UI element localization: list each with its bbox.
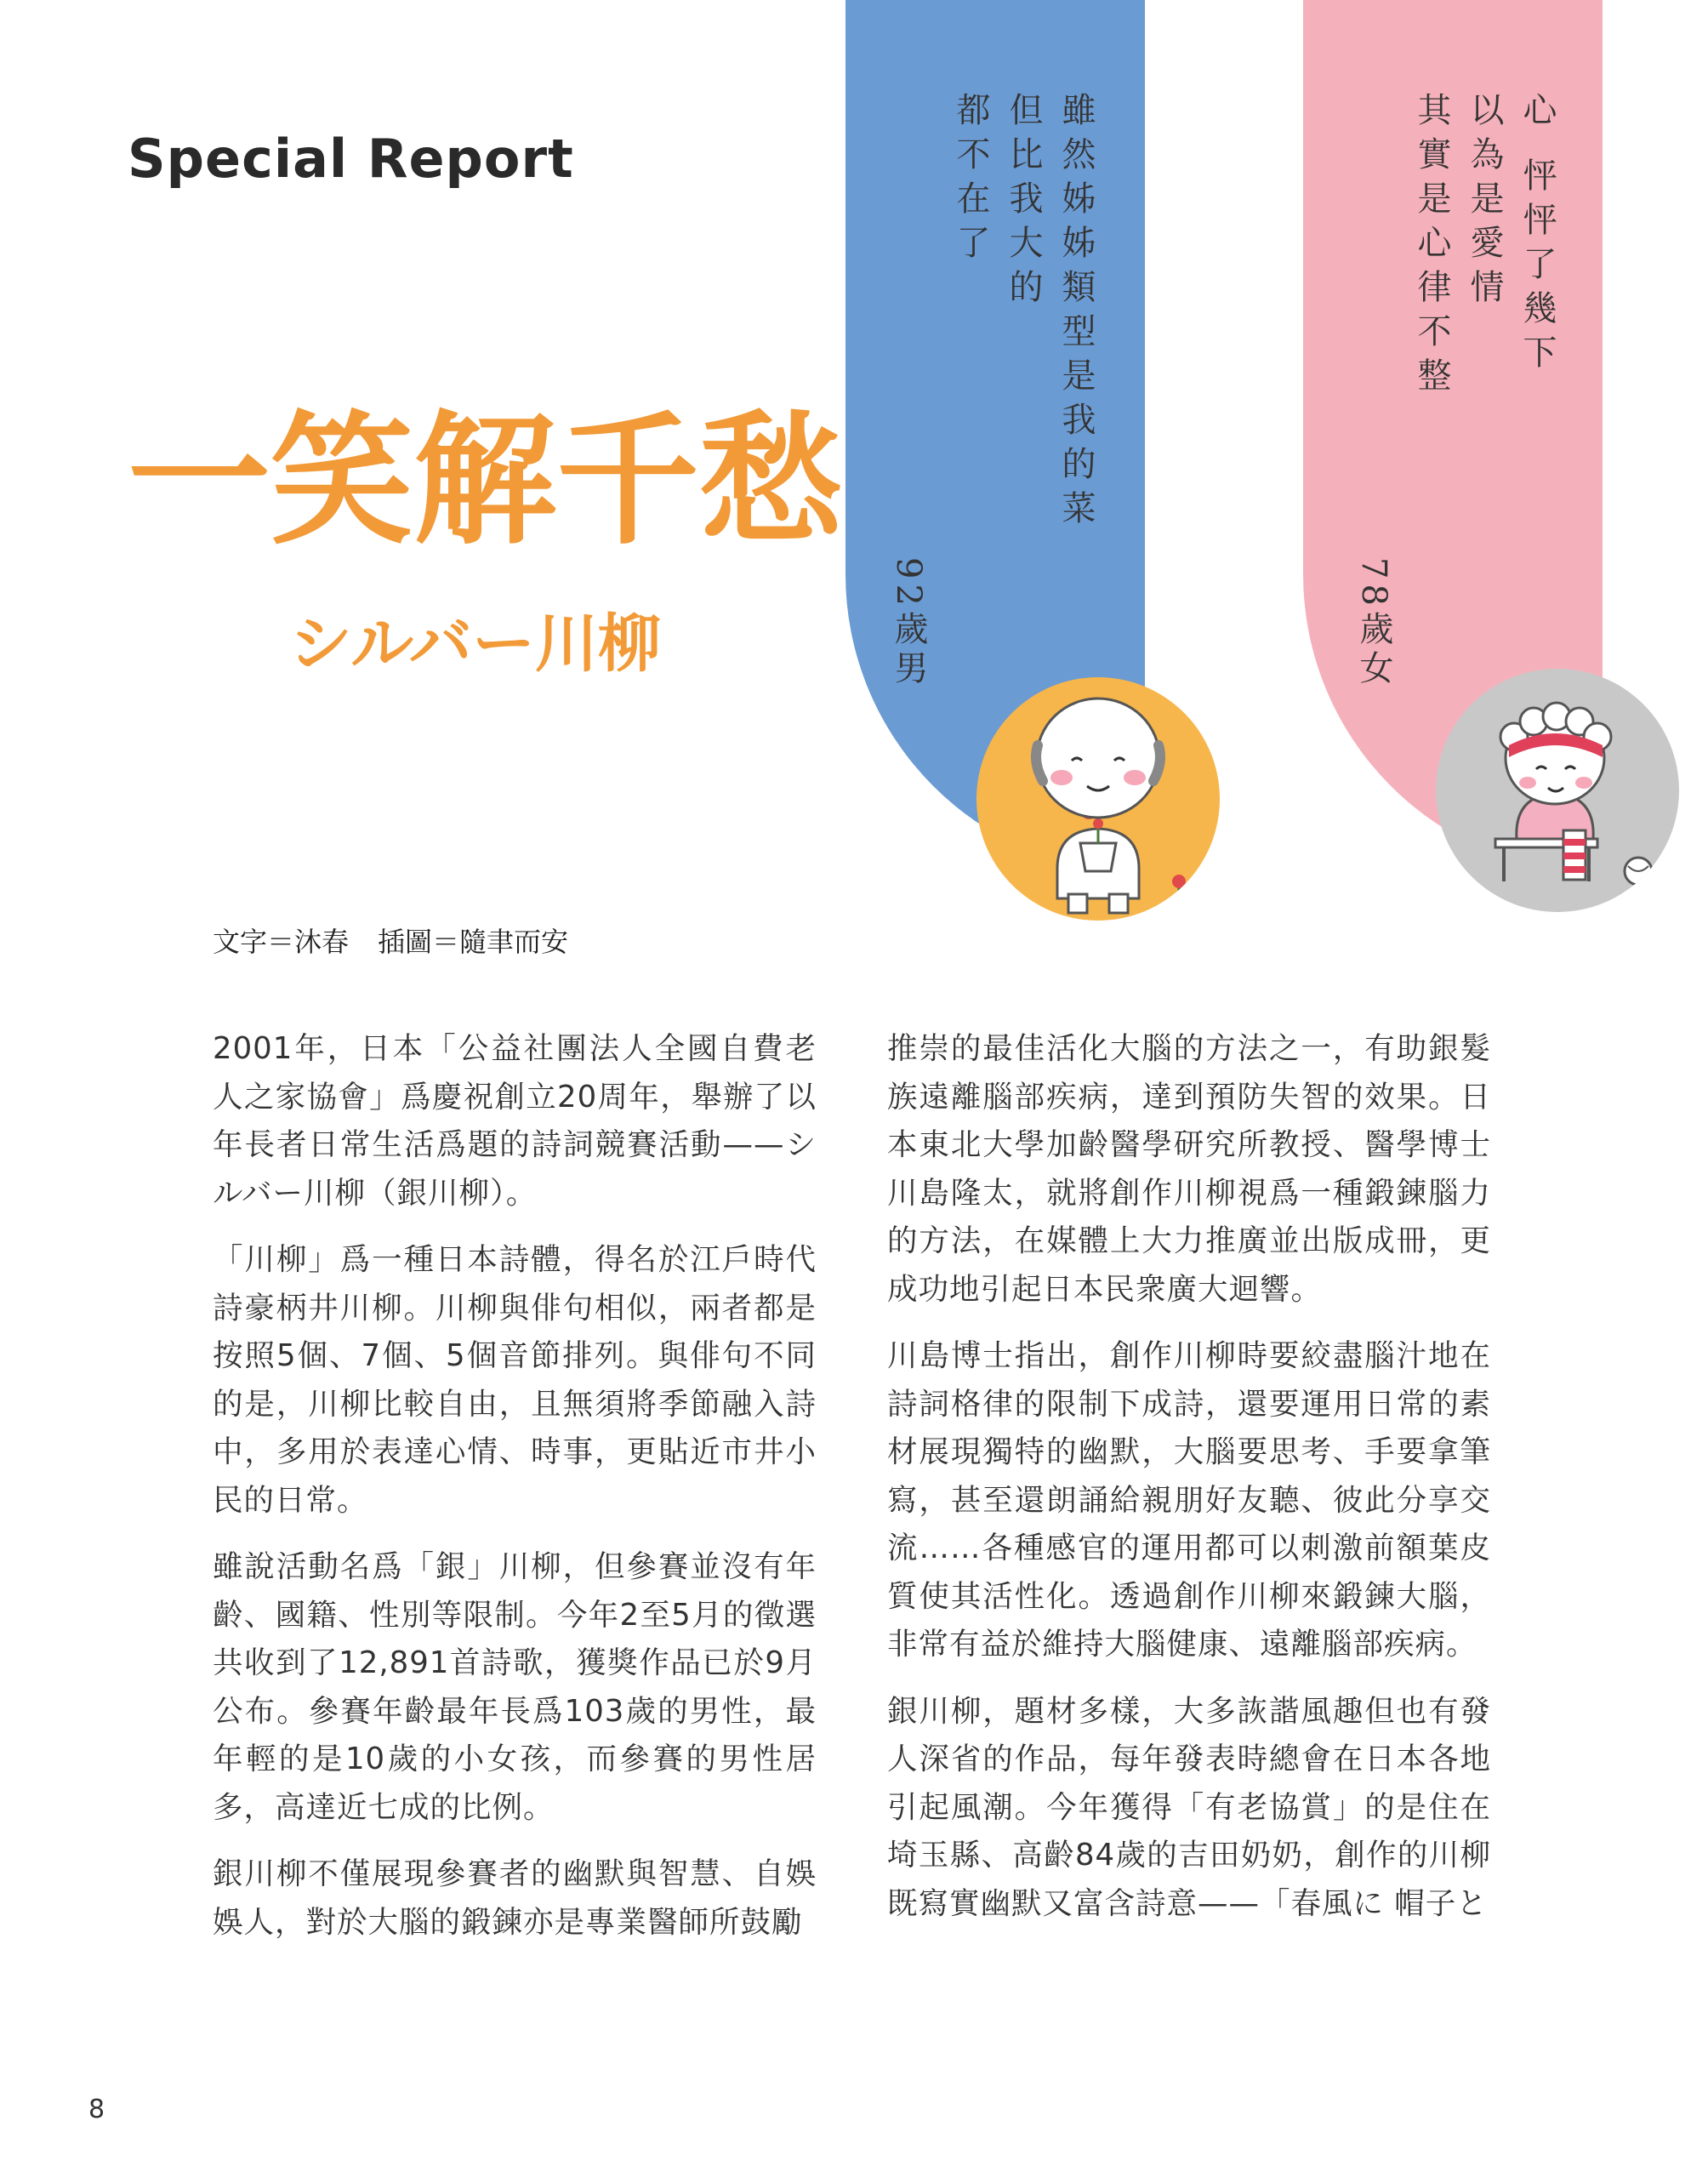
illustrator-credit: 插圖＝隨聿而安 [378,926,569,958]
paragraph: 推崇的最佳活化大腦的方法之一，有助銀髮族遠離腦部疾病，達到預防失智的效果。日本東北大學加齡醫學研究所教授、醫學博士川島隆太，就將創作川柳視爲一種鍛鍊腦力的方法，在媒體上大力推廣並出版成冊，更成功地引起日本民衆廣大迴響。 [887,1031,1491,1307]
poem-line: 都不在了 [951,92,990,269]
page-number: 8 [88,2095,105,2124]
poem-text [1405,92,1563,402]
paragraph: 銀川柳不僅展現參賽者的幽默與智慧、自娛娛人，對於大腦的鍛鍊亦是專業醫師所鼓勵 [213,1856,817,1940]
poem-line: 心 怦怦了幾下 [1517,92,1557,379]
old-man-illustration-badge [976,677,1220,921]
paragraph: 2001年，日本「公益社團法人全國自費老人之家協會」爲慶祝創立20周年，舉辦了以年長者日常生活爲題的詩詞競賽活動——シルバー川柳（銀川柳）。 [213,1031,817,1211]
paragraph: 雖說活動名爲「銀」川柳，但參賽並沒有年齡、國籍、性別等限制。今年2至5月的徵選共收到了12,891首詩歌，獲獎作品已於9月公布。參賽年齡最年長爲103歲的男性，最年輕的是10歲的小女孩，而參賽的男性居多，高達近七成的比例。 [213,1549,817,1825]
poem-text [944,92,1102,534]
poem-line: 但比我大的 [1004,92,1043,313]
article-title: 一笑解千愁 [128,396,842,564]
old-man-icon [976,677,1220,921]
section-label: Special Report [128,128,574,190]
poem-line: 以為是愛情 [1465,92,1504,313]
article-subtitle: シルバー川柳 [289,607,661,681]
article-body-right-column [887,1025,1491,1947]
paragraph: 「川柳」爲一種日本詩體，得名於江戶時代詩豪柄井川柳。川柳與俳句相似，兩者都是按照5個、7個、5個音節排列。與俳句不同的是，川柳比較自由，且無須將季節融入詩中，多用於表達心情、時事，更貼近市井小民的日常。 [213,1242,817,1518]
old-woman-icon [1436,669,1679,912]
poem-line: 雖然姊姊類型是我的菜 [1056,92,1096,534]
poem-author: 92歲男 [889,557,928,689]
article-body-left-column [213,1025,817,1965]
poem-author: 78歲女 [1354,557,1393,689]
credits [213,921,568,960]
paragraph: 銀川柳，題材多樣，大多詼諧風趣但也有發人深省的作品，每年發表時總會在日本各地引起風潮。今年獲得「有老協賞」的是住在埼玉縣、高齡84歲的吉田奶奶，創作的川柳既寫實幽默又富含詩意——「春風に 帽子と [887,1693,1491,1921]
old-woman-illustration-badge [1436,669,1679,912]
writer-credit: 文字＝沐春 [213,926,350,958]
poem-line: 其實是心律不整 [1412,92,1451,402]
paragraph: 川島博士指出，創作川柳時要絞盡腦汁地在詩詞格律的限制下成詩，還要運用日常的素材展現獨特的幽默，大腦要思考、手要拿筆寫，甚至還朗誦給親朋好友聽、彼此分享交流……各種感官的運用都可以刺激前額葉皮質使其活性化。透過創作川柳來鍛鍊大腦，非常有益於維持大腦健康、遠離腦部疾病。 [887,1338,1491,1662]
